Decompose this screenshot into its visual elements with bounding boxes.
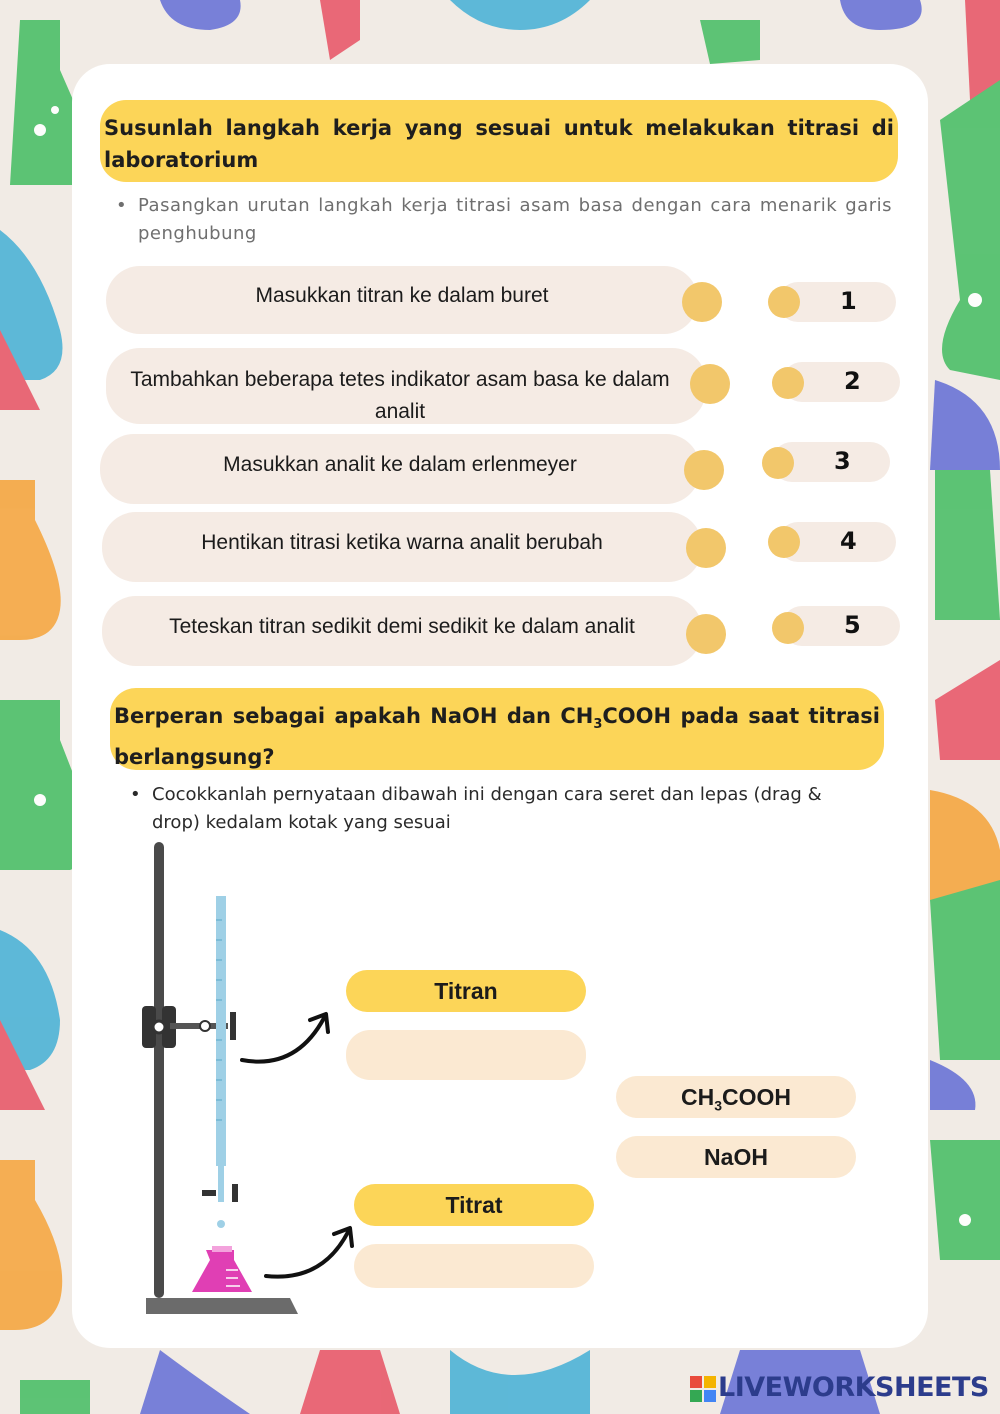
option-ch3cooh-subscript: 3	[714, 1097, 723, 1114]
stand-base	[146, 1298, 298, 1314]
bullet-icon: •	[116, 195, 128, 216]
burette	[216, 896, 226, 1166]
step-pill-4	[102, 512, 702, 582]
step-pill-2	[106, 348, 706, 424]
step-connector-dot-4[interactable]	[686, 528, 726, 568]
step-text-3: Masukkan analit ke dalam erlenmeyer	[223, 453, 577, 476]
step-connector-dot-5[interactable]	[686, 614, 726, 654]
step-pill-3	[100, 434, 700, 504]
section1-instruction	[116, 192, 892, 252]
section2-title-subscript: 3	[593, 717, 603, 733]
step-connector-dot-3[interactable]	[684, 450, 724, 490]
liveworksheets-logo-icon	[690, 1376, 716, 1402]
stopcock-handle	[232, 1184, 238, 1202]
arrow-to-titran	[236, 1008, 336, 1072]
droplet	[217, 1220, 225, 1228]
erlenmeyer-flask	[192, 1250, 252, 1292]
step-text-4: Hentikan titrasi ketika warna analit berubah	[201, 531, 603, 554]
number-label-4: 4	[840, 527, 857, 555]
arrow-to-titrat	[260, 1222, 360, 1286]
step-connector-dot-2[interactable]	[690, 364, 730, 404]
number-label-2: 2	[844, 367, 861, 395]
number-connector-dot-2[interactable]	[772, 367, 804, 399]
draggable-option-ch3cooh[interactable]	[616, 1076, 856, 1118]
number-connector-dot-1[interactable]	[768, 286, 800, 318]
number-label-5: 5	[844, 611, 861, 639]
number-connector-dot-4[interactable]	[768, 526, 800, 558]
number-connector-dot-5[interactable]	[772, 612, 804, 644]
step-text-5: Teteskan titran sedikit demi sedikit ke dalam analit	[169, 615, 635, 638]
burette-tip	[218, 1166, 224, 1202]
titran-label: Titran	[346, 970, 586, 1012]
step-pill-5	[102, 596, 702, 666]
liveworksheets-brand-name: LIVEWORKSHEETS	[718, 1372, 989, 1403]
section2-title-part2: COOH pada saat titrasi berlangsung?	[114, 704, 880, 770]
stopcock	[202, 1190, 216, 1196]
number-label-1: 1	[840, 287, 857, 315]
section2-instruction	[130, 781, 870, 841]
stand-rod	[154, 842, 164, 1298]
clamp-screw	[200, 1021, 210, 1031]
titran-drop-zone[interactable]	[346, 1030, 586, 1080]
step-text-1: Masukkan titran ke dalam buret	[255, 284, 549, 307]
step-connector-dot-1[interactable]	[682, 282, 722, 322]
section1-title: Susunlah langkah kerja yang sesuai untuk melakukan titrasi di laboratorium	[100, 100, 898, 182]
titrat-drop-zone[interactable]	[354, 1244, 594, 1288]
step-text-2: Tambahkan beberapa tetes indikator asam basa ke dalam analit	[130, 368, 670, 423]
section1-instruction-text: Pasangkan urutan langkah kerja titrasi asam basa dengan cara menarik garis penghubung	[138, 195, 892, 244]
titrat-label: Titrat	[354, 1184, 594, 1226]
step-pill-1	[106, 266, 698, 334]
option-ch3cooh-part1: CH	[680, 1084, 715, 1110]
section2-title	[110, 688, 884, 770]
option-naoh-label: NaOH	[704, 1144, 768, 1170]
option-ch3cooh-part2: COOH	[722, 1084, 792, 1110]
number-label-3: 3	[834, 447, 851, 475]
bullet-icon: •	[130, 784, 141, 805]
clamp-knob	[153, 1021, 165, 1033]
section2-instruction-text: Cocokkanlah pernyataan dibawah ini dengan cara seret dan lepas (drag & drop) kedalam kotak yang sesuai	[152, 784, 822, 833]
draggable-option-naoh[interactable]	[616, 1136, 856, 1178]
section2-title-part1: Berperan sebagai apakah NaOH dan CH	[114, 704, 594, 728]
number-connector-dot-3[interactable]	[762, 447, 794, 479]
